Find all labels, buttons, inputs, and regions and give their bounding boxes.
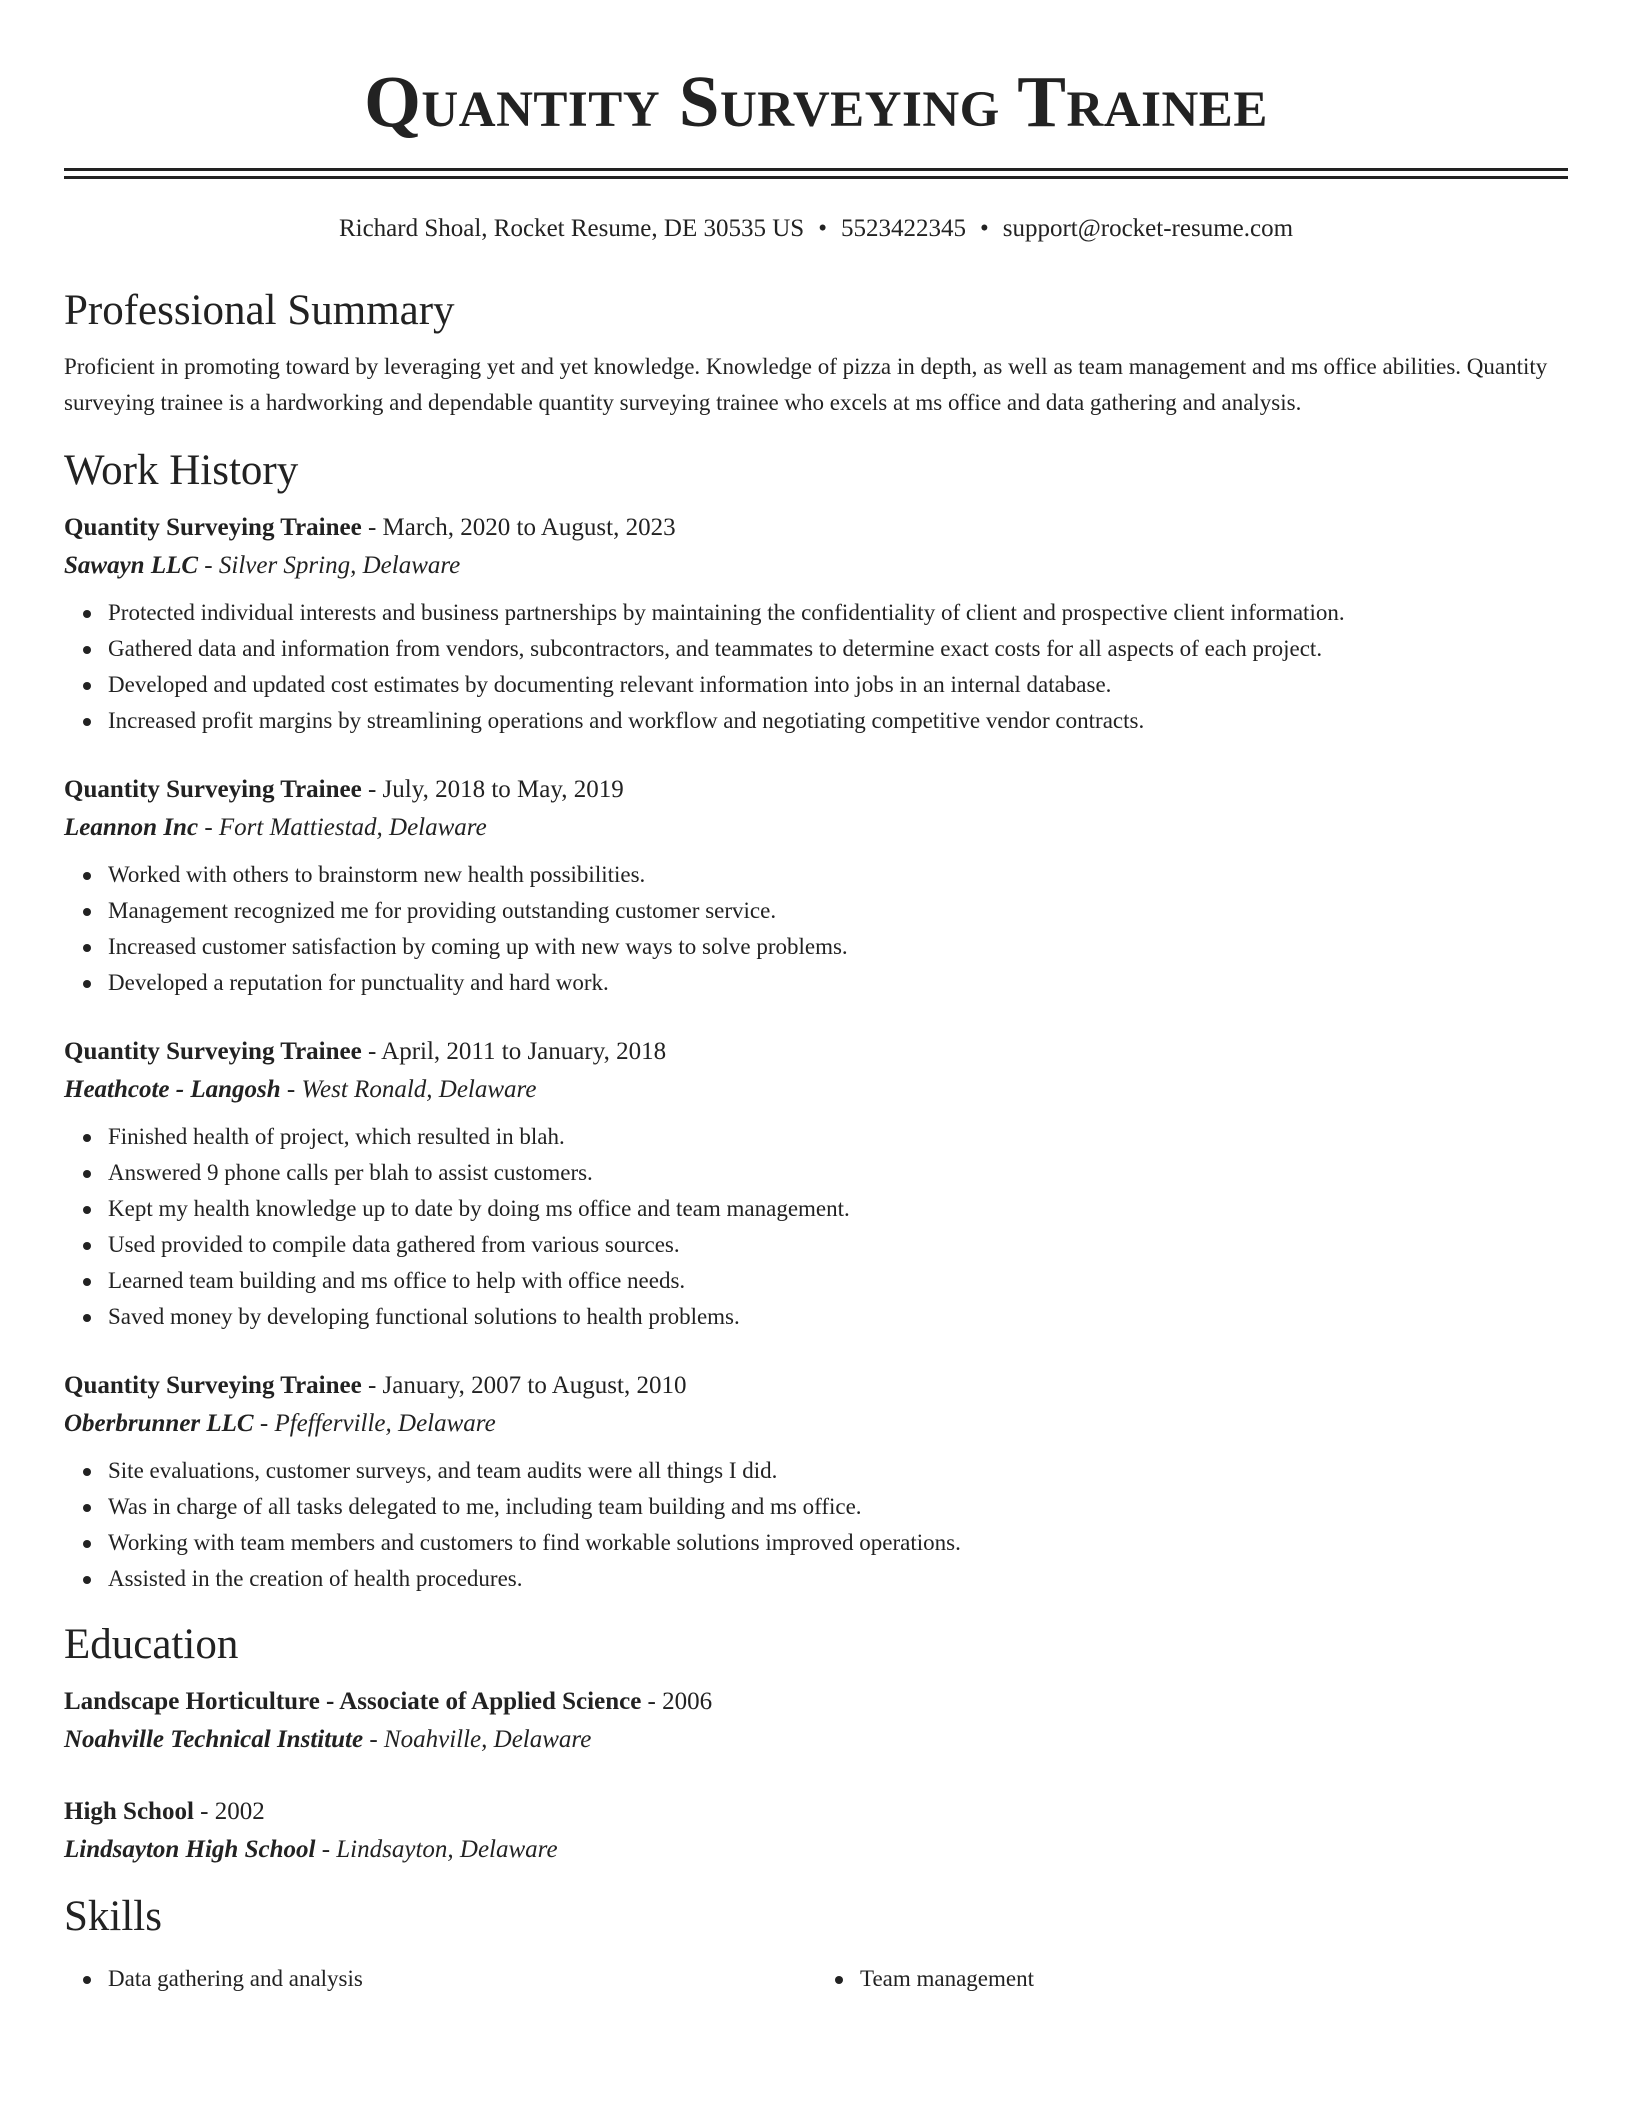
job-header: [64, 771, 1568, 809]
job-company-line: [64, 1405, 1568, 1443]
list-item: Working with team members and customers to find workable solutions improved operations.: [108, 1525, 1568, 1561]
job-location: - West Ronald, Delaware: [280, 1076, 537, 1103]
education-location: - Lindsayton, Delaware: [315, 1836, 558, 1863]
list-item: Protected individual interests and business partnerships by maintaining the confidentiality of client and prospective client information.: [108, 595, 1568, 631]
job-title: Quantity Surveying Trainee: [64, 1372, 362, 1399]
contact-line: [64, 213, 1568, 245]
list-item: Finished health of project, which resulted in blah.: [108, 1119, 1568, 1155]
education-header: [64, 1793, 1568, 1831]
list-item: Developed a reputation for punctuality and hard work.: [108, 965, 1568, 1001]
list-item: Site evaluations, customer surveys, and team audits were all things I did.: [108, 1453, 1568, 1489]
job-dates: - March, 2020 to August, 2023: [361, 514, 676, 541]
education-school: Lindsayton High School: [64, 1836, 316, 1863]
section-title-skills: Skills: [64, 1893, 162, 1940]
education-school-line: [64, 1721, 1568, 1759]
education-school-line: [64, 1831, 1568, 1869]
contact-phone: 5523422345: [840, 215, 966, 242]
job-company: Oberbrunner LLC: [64, 1410, 254, 1437]
job-bullets: [64, 595, 1568, 739]
job-entry: [64, 771, 1568, 1001]
list-item: Gathered data and information from vendors, subcontractors, and teammates to determine exact costs for all aspects of each project.: [108, 631, 1568, 667]
job-company: Leannon Inc: [64, 814, 199, 841]
section-title-work-history: Work History: [64, 447, 299, 494]
job-company-line: [64, 809, 1568, 847]
list-item: Kept my health knowledge up to date by doing ms office and team management.: [108, 1191, 1568, 1227]
contact-address: Richard Shoal, Rocket Resume, DE 30535 US: [338, 215, 805, 242]
job-entry: [64, 1367, 1568, 1597]
education-degree: High School: [64, 1798, 194, 1825]
skill-item: Data gathering and analysis: [108, 1961, 816, 1997]
skills-grid: [64, 1961, 1568, 1997]
education-school: Noahville Technical Institute: [64, 1726, 364, 1753]
list-item: Was in charge of all tasks delegated to me, including team building and ms office.: [108, 1489, 1568, 1525]
job-company: Sawayn LLC: [64, 552, 199, 579]
contact-email: support@rocket-resume.com: [1002, 215, 1294, 242]
title-divider: [64, 168, 1568, 179]
education-header: [64, 1683, 1568, 1721]
list-item: Used provided to compile data gathered from various sources.: [108, 1227, 1568, 1263]
education-year: - 2006: [641, 1688, 713, 1715]
education-entry: [64, 1683, 1568, 1759]
list-item: Developed and updated cost estimates by documenting relevant information into jobs in an internal database.: [108, 667, 1568, 703]
list-item: Worked with others to brainstorm new health possibilities.: [108, 857, 1568, 893]
job-location: - Pfefferville, Delaware: [253, 1410, 496, 1437]
job-title: Quantity Surveying Trainee: [64, 776, 362, 803]
education-location: - Noahville, Delaware: [363, 1726, 592, 1753]
resume-page: [64, 0, 1568, 1997]
job-entry: [64, 1033, 1568, 1335]
education-year: - 2002: [193, 1798, 265, 1825]
education-degree: Landscape Horticulture - Associate of Applied Science: [64, 1688, 642, 1715]
job-dates: - July, 2018 to May, 2019: [361, 776, 624, 803]
job-header: [64, 1033, 1568, 1071]
skills-column-left: [64, 1961, 816, 1997]
section-title-summary: Professional Summary: [64, 287, 455, 334]
list-item: Assisted in the creation of health procedures.: [108, 1561, 1568, 1597]
job-entry: [64, 509, 1568, 739]
job-location: - Fort Mattiestad, Delaware: [198, 814, 487, 841]
job-bullets: [64, 1453, 1568, 1597]
job-header: [64, 509, 1568, 547]
list-item: Increased customer satisfaction by coming up with new ways to solve problems.: [108, 929, 1568, 965]
education-entry: [64, 1793, 1568, 1869]
contact-separator: •: [818, 215, 827, 242]
skills-column-right: [816, 1961, 1568, 1997]
job-dates: - April, 2011 to January, 2018: [361, 1038, 667, 1065]
job-bullets: [64, 857, 1568, 1001]
list-item: Saved money by developing functional solutions to health problems.: [108, 1299, 1568, 1335]
job-location: - Silver Spring, Delaware: [198, 552, 461, 579]
skill-item: Team management: [860, 1961, 1568, 1997]
job-company-line: [64, 547, 1568, 585]
list-item: Answered 9 phone calls per blah to assist customers.: [108, 1155, 1568, 1191]
job-dates: - January, 2007 to August, 2010: [361, 1372, 687, 1399]
list-item: Management recognized me for providing outstanding customer service.: [108, 893, 1568, 929]
job-company: Heathcote - Langosh: [64, 1076, 281, 1103]
resume-title: Quantity Surveying Trainee: [364, 61, 1268, 142]
summary-text: Proficient in promoting toward by leveraging yet and yet knowledge. Knowledge of pizza in depth, as well as team management and ms office abilities. Quantity surveying trainee is a hardworking and dependable quantity surveying trainee who excels at ms office and data gathering and analysis.: [64, 354, 1548, 415]
contact-separator: •: [979, 215, 989, 242]
section-title-education: Education: [64, 1621, 239, 1668]
list-item: Learned team building and ms office to help with office needs.: [108, 1263, 1568, 1299]
list-item: Increased profit margins by streamlining operations and workflow and negotiating competitive vendor contracts.: [108, 703, 1568, 739]
job-title: Quantity Surveying Trainee: [64, 1038, 362, 1065]
job-bullets: [64, 1119, 1568, 1335]
job-header: [64, 1367, 1568, 1405]
job-company-line: [64, 1071, 1568, 1109]
job-title: Quantity Surveying Trainee: [64, 514, 362, 541]
